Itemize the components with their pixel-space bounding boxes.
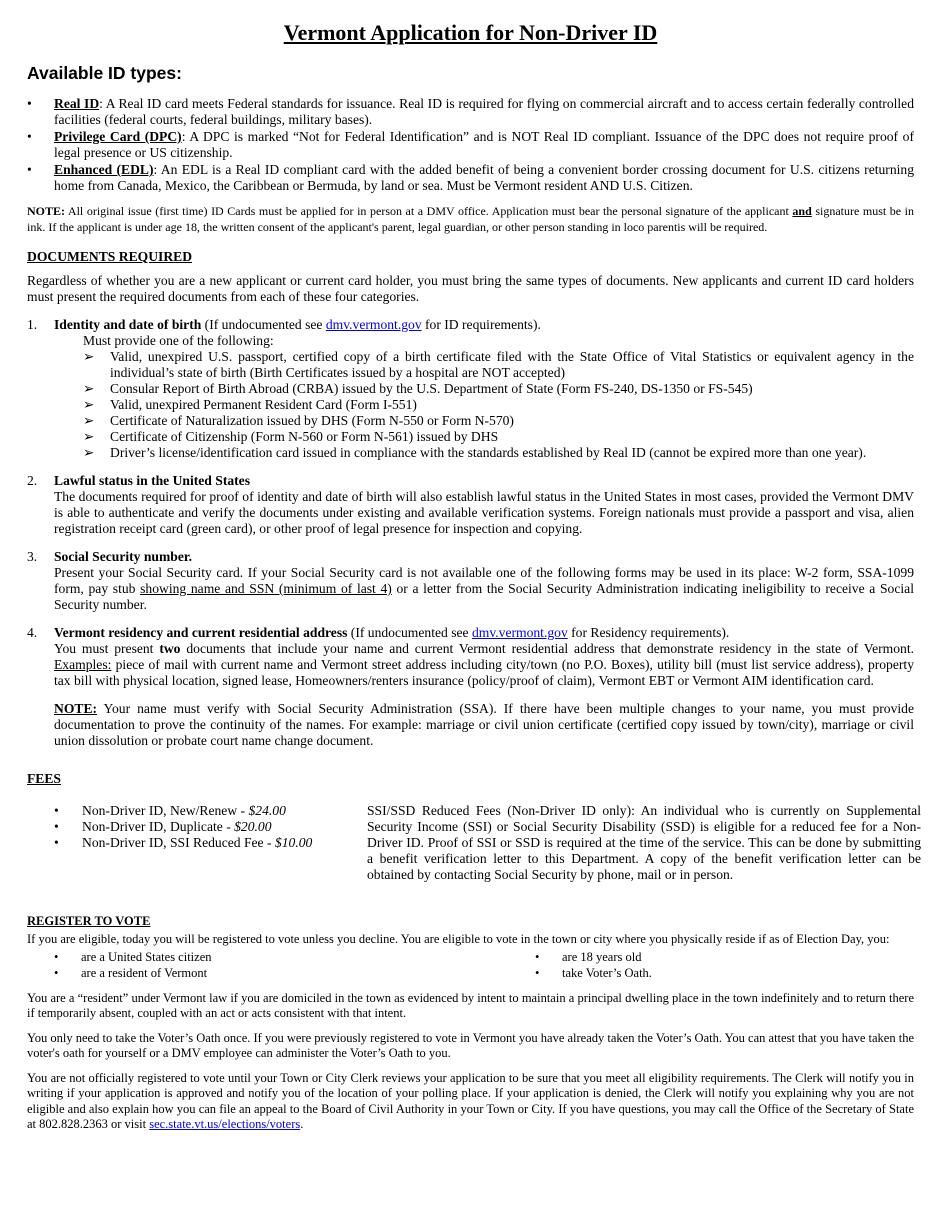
fee-label: Non-Driver ID, SSI Reduced Fee - [82,835,275,850]
fee-price: $10.00 [274,835,313,850]
bullet-icon: • [27,96,32,111]
fee-price: $20.00 [234,819,272,834]
identity-documents-list [54,349,914,461]
id-type-edl [27,162,914,194]
residency-text [54,641,914,689]
vote-eligibility-right [535,949,652,981]
ssn-text-end: or a letter from the Social Security Administration indicating ineligibility to receive a Social Security number. [54,581,914,612]
register-to-vote-heading: REGISTER TO VOTE [27,914,151,928]
note-text: All original issue (first time) ID Cards must be applied for in person at a DMV office. Application must bear the personal signature of the applicant [65,204,793,218]
requirement-ssn [27,549,914,613]
must-provide-text: Must provide one of the following: [83,333,274,348]
requirement-text [54,565,914,613]
ssn-underlined: showing name and SSN (minimum of last 4) [140,581,392,596]
requirement-number: 2. [27,473,38,488]
fee-item [27,819,347,835]
fee-label: Non-Driver ID, New/Renew - [82,803,249,818]
note-text: Your name must verify with Social Security Administration (SSA). If there have been multiple changes to your name, you must provide documentation to prove the continuity of the names. For example: marriage or civil union certificate (certified copy issued by town/city), marriage or civil union dissolution or probate court name change document. [54,701,914,748]
requirement-text: The documents required for proof of identity and date of birth will also establish lawful status in the United States in most cases, provided the Vermont DMV is able to authenticate and verify the documents under existing and available verification systems. Foreign nationals must provide a passport and visa, alien registration receipt card (green card), or other proof of legal presence for inspection and copying. [54,489,914,536]
dmv-residency-link[interactable]: dmv.vermont.gov [471,625,568,640]
available-id-types-heading: Available ID types: [27,63,182,83]
id-types-list [27,96,914,194]
bullet-icon: • [27,162,32,177]
bullet-icon: • [54,949,59,964]
arrow-bullet-icon: ➢ [83,429,95,444]
note-label: NOTE: [54,701,98,716]
residency-text-a: You must present [54,641,160,656]
bullet-icon: • [54,803,59,818]
page-title: Vermont Application for Non-Driver ID [283,20,658,45]
arrow-bullet-icon: ➢ [83,397,95,412]
requirement-identity [27,317,914,461]
requirement-lawful-status [27,473,914,537]
id-type-desc: : A DPC is marked “Not for Federal Identification” and is NOT Real ID compliant. Issuance of the DPC does not require proof of legal presence or US citizenship. [54,129,914,160]
list-item [54,965,212,981]
id-type-name: Real ID [54,96,100,111]
fees-heading: FEES [27,771,61,786]
registration-review-text [27,1071,914,1133]
documents-required-heading: DOCUMENTS REQUIRED [27,249,193,264]
list-item-text: Valid, unexpired Permanent Resident Card (Form I-551) [110,397,417,412]
residency-header [54,625,914,641]
list-item-text: are a resident of Vermont [81,965,208,980]
residency-text-b: documents that include your name and current Vermont residential address that demonstrate residency in the state of Vermont. [180,641,914,656]
id-type-name: Privilege Card (DPC) [54,129,182,144]
requirement-number: 4. [27,625,38,640]
list-item [83,413,914,429]
ssi-reduced-fees-text: SSI/SSD Reduced Fees (Non-Driver ID only): An individual who is currently on Supplemental Security Income (SSI) or Social Security Disability (SSD) is eligible for a reduced fee for a Non-Driver ID. Proof of SSI or SSD is required at the time of the service. This can be done by submitting a benefit verification letter to this Department. A copy of the benefit verification letter can be obtained by contacting Social Security by phone, mail or in person. [367,803,921,882]
id-type-real-id [27,96,914,128]
fee-item [27,803,347,819]
original-issue-note [27,203,914,235]
list-item-text: take Voter’s Oath. [562,965,652,980]
requirement-number: 3. [27,549,38,564]
list-item [535,949,652,965]
vote-eligibility-left [54,949,212,981]
requirement-title: Identity and date of birth [54,317,202,332]
requirement-post: for Residency requirements). [567,625,730,640]
list-item [83,429,914,445]
requirement-number: 1. [27,317,38,332]
list-item-text: are a United States citizen [81,949,212,964]
document-page [27,0,921,1133]
list-item-text: Driver’s license/identification card issued in compliance with the standards established by Real ID (cannot be expired more than one year). [110,445,867,460]
list-item-text: Consular Report of Birth Abroad (CRBA) issued by the U.S. Department of State (Form FS-240, DS-1350 or FS-545) [110,381,753,396]
list-item [83,349,914,381]
note-and: and [792,204,812,218]
requirement-title: Lawful status in the United States [54,473,250,488]
registration-review-body: You are not officially registered to vote until your Town or City Clerk reviews your application to be sure that you meet all eligibility requirements. The Clerk will notify you in writing if your application is approved and notify you of the location of your polling place. If your application is denied, the Clerk will notify you explaining why you are not eligible and also explain how you can file an appeal to the Board of Civil Authority in your Town or City. If you have questions, you may call the Office of the Secretary of State at 802.828.2363 or visit [27,1070,914,1131]
fee-price: $24.00 [248,803,286,818]
residency-examples-label: Examples: [54,657,112,672]
fees-section [27,803,921,893]
ssn-text: Present your Social Security card. If your Social Security card is not available one of the following forms may be used in its place: W-2 form, SSA-1099 form, pay stub [54,565,914,596]
list-item [54,949,212,965]
list-item [535,965,652,981]
residency-examples-text: piece of mail with current name and Vermont street address including city/town (no P.O. Boxes), utility bill (must list service address), property tax bill with physical location, signed lease, Homeowners/renters insurance (policy/proof of claim), Vermont EBT or Vermont AIM identification card. [54,657,914,688]
requirement-pre: (If undocumented see [201,317,326,332]
id-type-name: Enhanced (EDL) [54,162,154,177]
id-type-dpc [27,129,914,161]
voters-oath-text: You only need to take the Voter’s Oath once. If you were previously registered to vote in Vermont you have already taken the Voter’s Oath. You can attest that you have taken the voter's oath for yourself or a DMV employee can administer the Voter’s Oath to you. [27,1030,914,1060]
dmv-link[interactable]: dmv.vermont.gov [325,317,422,332]
resident-definition: You are a “resident” under Vermont law if you are domiciled in the town as evidenced by intent to maintain a principal dwelling place in the town indefinitely and to return there if temporarily absent, coupled with an act or acts consistent with that intent. [27,990,914,1020]
vote-intro: If you are eligible, today you will be registered to vote unless you decline. You are eligible to vote in the town or city where you physically reside if as of Election Day, you: [27,932,890,946]
requirement-title: Vermont residency and current residential address [54,625,348,640]
id-type-desc: : An EDL is a Real ID compliant card with the added benefit of being a convenient border crossing document for U.S. citizens returning home from Canada, Mexico, the Caribbean or Bermuda, by land or sea. Must be Vermont resident AND U.S. Citizen. [54,162,915,193]
residency-two: two [159,641,181,656]
list-item [83,381,914,397]
list-item [83,397,914,413]
list-item-text: are 18 years old [562,949,642,964]
sec-state-link[interactable]: sec.state.vt.us/elections/voters [149,1117,301,1131]
arrow-bullet-icon: ➢ [83,445,95,460]
id-type-desc: : A Real ID card meets Federal standards for issuance. Real ID is required for flying on commercial aircraft and to access certain federally controlled facilities (federal courts, federal buildings, military bases). [54,96,914,127]
list-item-text: Valid, unexpired U.S. passport, certified copy of a birth certificate filed with the State Office of Vital Statistics or equivalent agency in the individual’s state of birth (Birth Certificates issued by a hospital are NOT accepted) [110,349,914,380]
vote-eligibility [27,949,914,983]
name-verification-note [54,701,914,749]
requirement-residency [27,625,914,749]
list-item-text: Certificate of Naturalization issued by DHS (Form N-550 or Form N-570) [110,413,514,428]
bullet-icon: • [535,965,540,980]
bullet-icon: • [27,129,32,144]
period: . [300,1117,304,1131]
requirement-pre: (If undocumented see [347,625,472,640]
bullet-icon: • [54,965,59,980]
arrow-bullet-icon: ➢ [83,413,95,428]
list-item-text: Certificate of Citizenship (Form N-560 or Form N-561) issued by DHS [110,429,499,444]
documents-intro: Regardless of whether you are a new applicant or current card holder, you must bring the same types of documents. New applicants and current ID card holders must present the required documents from each of these four categories. [27,273,914,304]
bullet-icon: • [54,835,59,850]
arrow-bullet-icon: ➢ [83,381,95,396]
requirement-post: for ID requirements). [421,317,541,332]
note-text-end: signature must be in ink. If the applicant is under age 18, the written consent of the applicant's parent, legal guardian, or other person standing in loco parentis will be required. [27,204,915,234]
fees-list [27,803,347,851]
requirement-title: Social Security number. [54,549,193,564]
bullet-icon: • [54,819,59,834]
fee-label: Non-Driver ID, Duplicate - [82,819,235,834]
note-label: NOTE: [27,204,66,218]
arrow-bullet-icon: ➢ [83,349,95,364]
fee-item [27,835,347,851]
list-item [83,445,914,461]
bullet-icon: • [535,949,540,964]
